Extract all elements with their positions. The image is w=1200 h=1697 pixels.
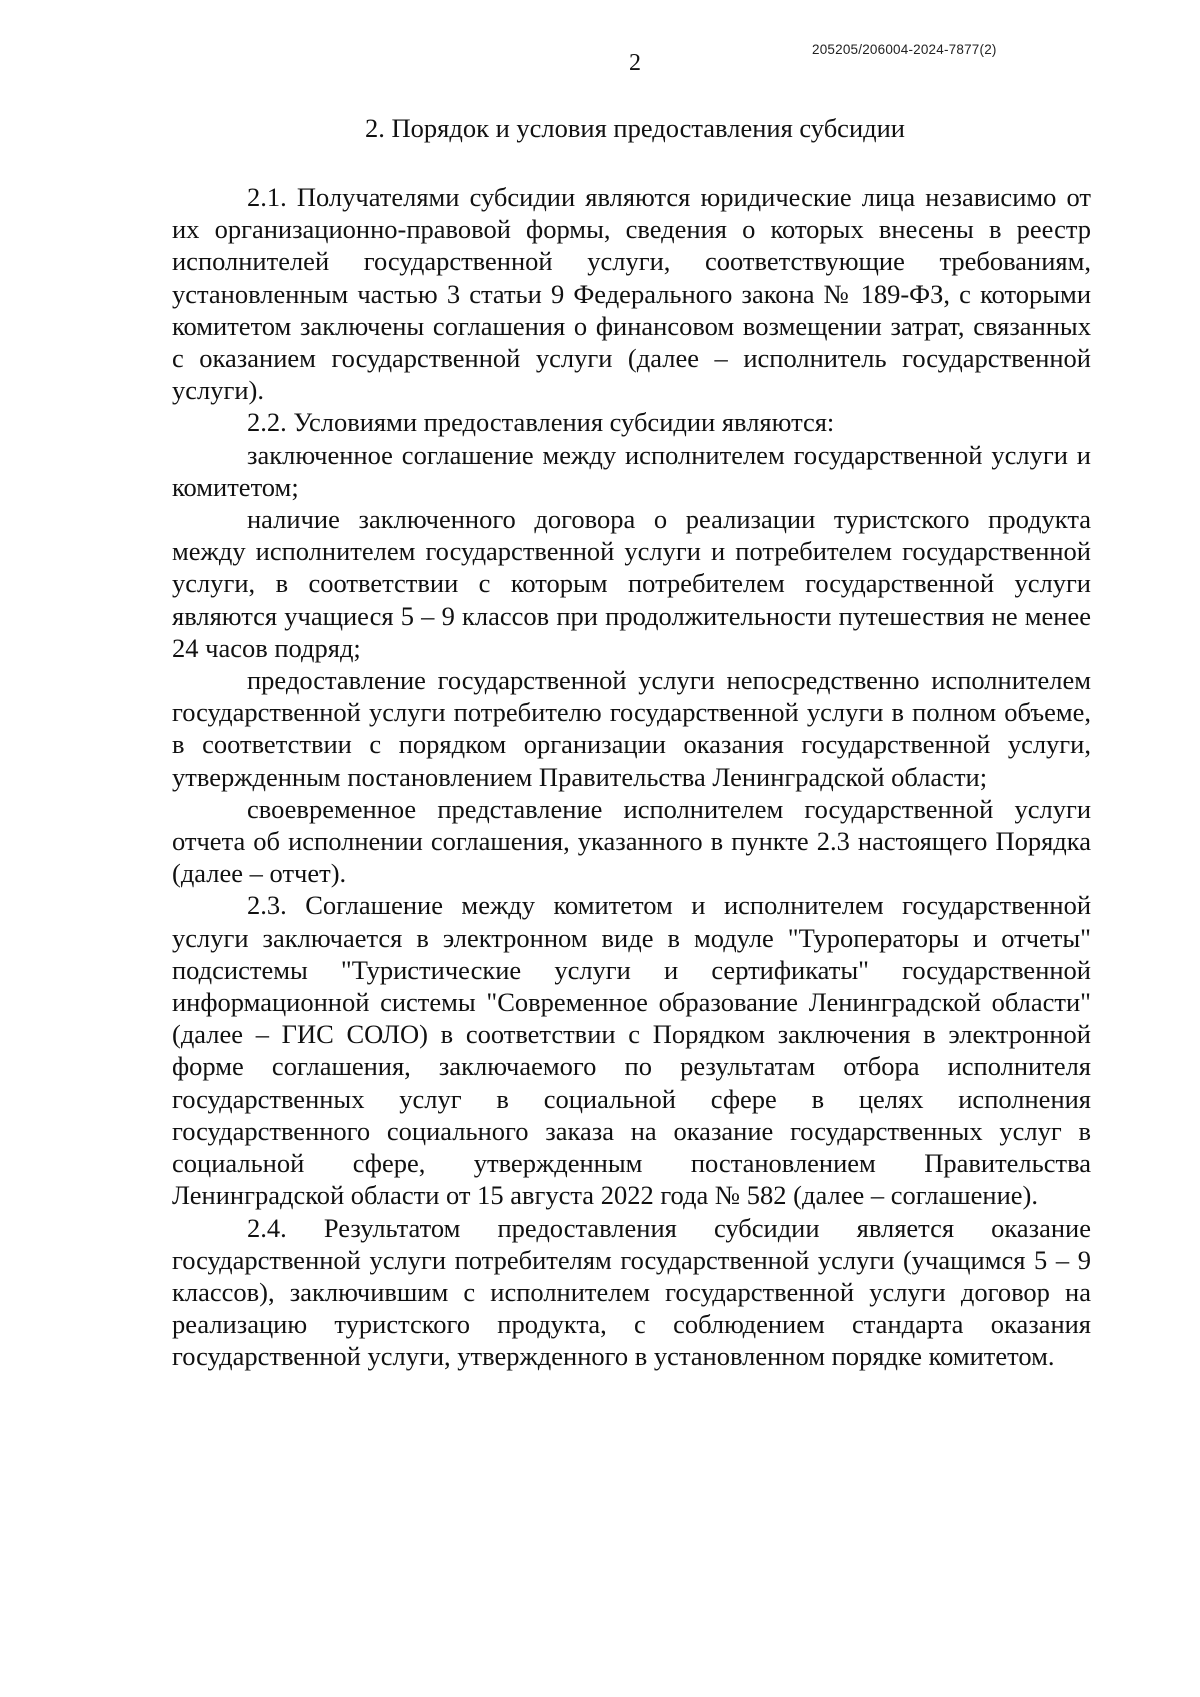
document-body [172, 181, 1091, 1373]
paragraph-2-1: 2.1. Получателями субсидии являются юридические лица независимо от их организационно-правовой формы, сведения о которых внесены в реестр исполнителей государственной услуги, соответствующие требованиям, установленным частью 3 статьи 9 Федерального закона № 189-ФЗ, с которыми комитетом заключены соглашения о финансовом возмещении затрат, связанных с оказанием государственной услуги (далее – исполнитель государственной услуги). [172, 182, 1091, 406]
page-number: 2 [629, 50, 641, 76]
condition-agreement: заключенное соглашение между исполнителем государственной услуги и комитетом; [172, 439, 1091, 502]
paragraph-2-3: 2.3. Соглашение между комитетом и исполнителем государственной услуги заключается в электронном виде в модуле "Туроператоры и отчеты" подсистемы "Туристические услуги и сертификаты" государственной информационной системы "Современное образование Ленинградской области" (далее – ГИС СОЛО) в соответствии с Порядком заключения в электронной форме соглашения, заключаемого по результатам отбора исполнителя государственных услуг в социальной сфере в целях исполнения государственного социального заказа на оказание государственных услуг в социальной сфере, утвержденным постановлением Правительства Ленинградской области от 15 августа 2022 года № 582 (далее – соглашение). [172, 890, 1091, 1211]
condition-report: своевременное представление исполнителем государственной услуги отчета об исполнении соглашения, указанного в пункте 2.3 настоящего Порядка (далее – отчет). [172, 793, 1091, 889]
condition-service-provision: предоставление государственной услуги непосредственно исполнителем государственной услуги потребителю государственной услуги в полном объеме, в соответствии с порядком организации оказания государственной услуги, утвержденным постановлением Правительства Ленинградской области; [172, 665, 1091, 792]
paragraph-2-2: 2.2. Условиями предоставления субсидии являются: [247, 407, 835, 438]
document-registration-number: 205205/206004-2024-7877(2) [812, 42, 997, 57]
paragraph-2-4: 2.4. Результатом предоставления субсидии является оказание государственной услуги потребителям государственной услуги (учащимся 5 – 9 классов), заключившим с исполнителем государственной услуги договор на реализацию туристского продукта, с соблюдением стандарта оказания государственной услуги, утвержденного в установленном порядке комитетом. [172, 1212, 1091, 1372]
condition-tour-contract: наличие заключенного договора о реализации туристского продукта между исполнителем государственной услуги и потребителем государственной услуги, в соответствии с которым потребителем государственной услуги являются учащиеся 5 – 9 классов при продолжительности путешествия не менее 24 часов подряд; [172, 504, 1091, 663]
section-title: 2. Порядок и условия предоставления субсидии [365, 113, 905, 143]
